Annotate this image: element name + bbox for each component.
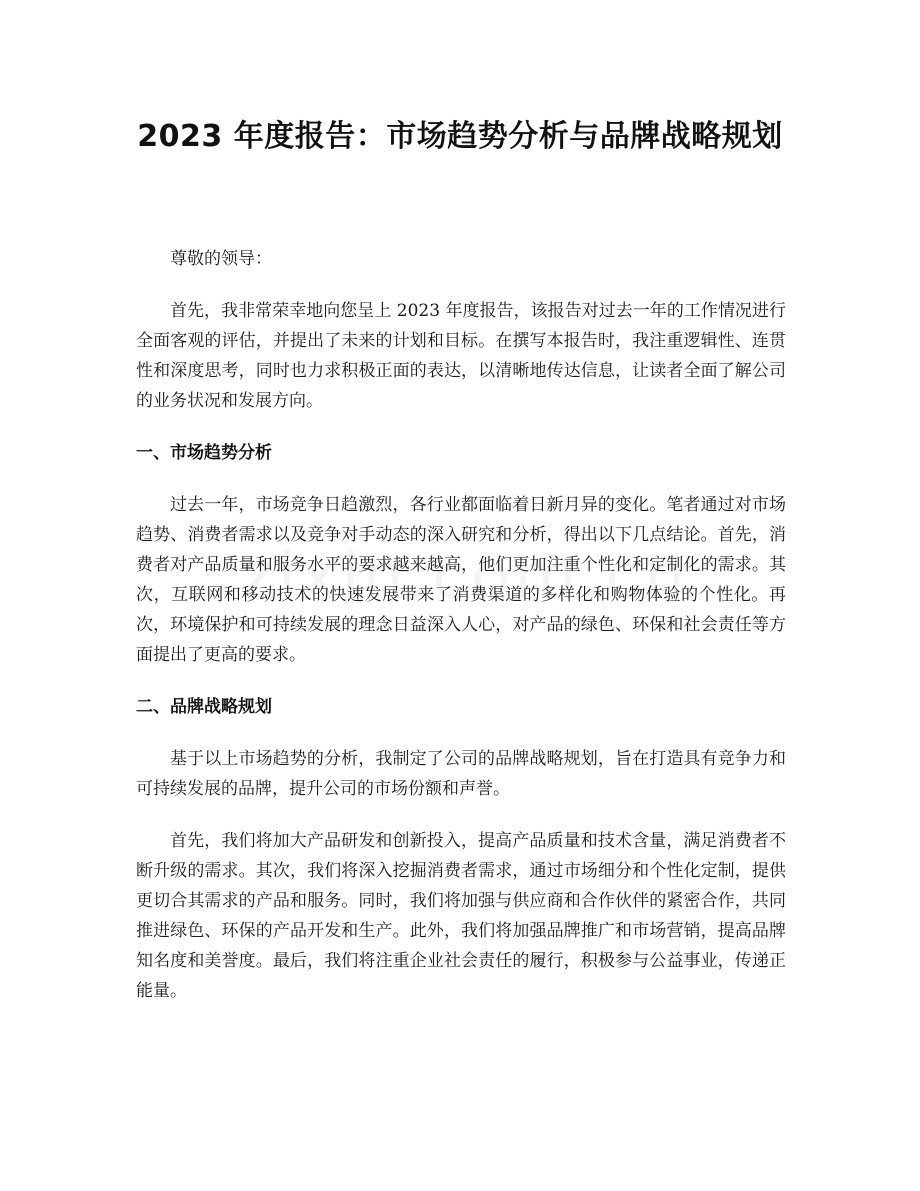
page-title: 2023 年度报告：市场趋势分析与品牌战略规划 [137,119,783,154]
salutation: 尊敬的领导： [170,249,272,269]
section-heading-brand-strategy: 二、品牌战略规划 [136,697,272,717]
brand-strategy-paragraph-1: 基于以上市场趋势的分析，我制定了公司的品牌战略规划，旨在打造具有竞争力和可持续发展的品牌，提升公司的市场份额和声誉。 [136,749,786,799]
brand-strategy-paragraph-2: 首先，我们将加大产品研发和创新投入，提高产品质量和技术含量，满足消费者不断升级的需求。其次，我们将深入挖掘消费者需求，通过市场细分和个性化定制，提供更切合其需求的产品和服务。同时，我们将加强与供应商和合作伙伴的紧密合作，共同推进绿色、环保的产品开发和生产。此外，我们将加强品牌推广和市场营销，提高品牌知名度和美誉度。最后，我们将注重企业社会责任的履行，积极参与公益事业，传递正能量。 [136,831,786,1001]
section-heading-market-trends: 一、市场趋势分析 [136,443,272,463]
market-trends-paragraph: 过去一年，市场竞争日趋激烈，各行业都面临着日新月异的变化。笔者通过对市场趋势、消费者需求以及竞争对手动态的深入研究和分析，得出以下几点结论。首先，消费者对产品质量和服务水平的要求越来越高，他们更加注重个性化和定制化的需求。其次，互联网和移动技术的快速发展带来了消费渠道的多样化和购物体验的个性化。再次，环境保护和可持续发展的理念日益深入人心，对产品的绿色、环保和社会责任等方面提出了更高的要求。 [136,495,786,665]
document-body [136,244,786,1028]
intro-paragraph: 首先，我非常荣幸地向您呈上 2023 年度报告，该报告对过去一年的工作情况进行全面客观的评估，并提出了未来的计划和目标。在撰写本报告时，我注重逻辑性、连贯性和深度思考，同时也力求积极正面的表达，以清晰地传达信息，让读者全面了解公司的业务状况和发展方向。 [136,301,786,411]
